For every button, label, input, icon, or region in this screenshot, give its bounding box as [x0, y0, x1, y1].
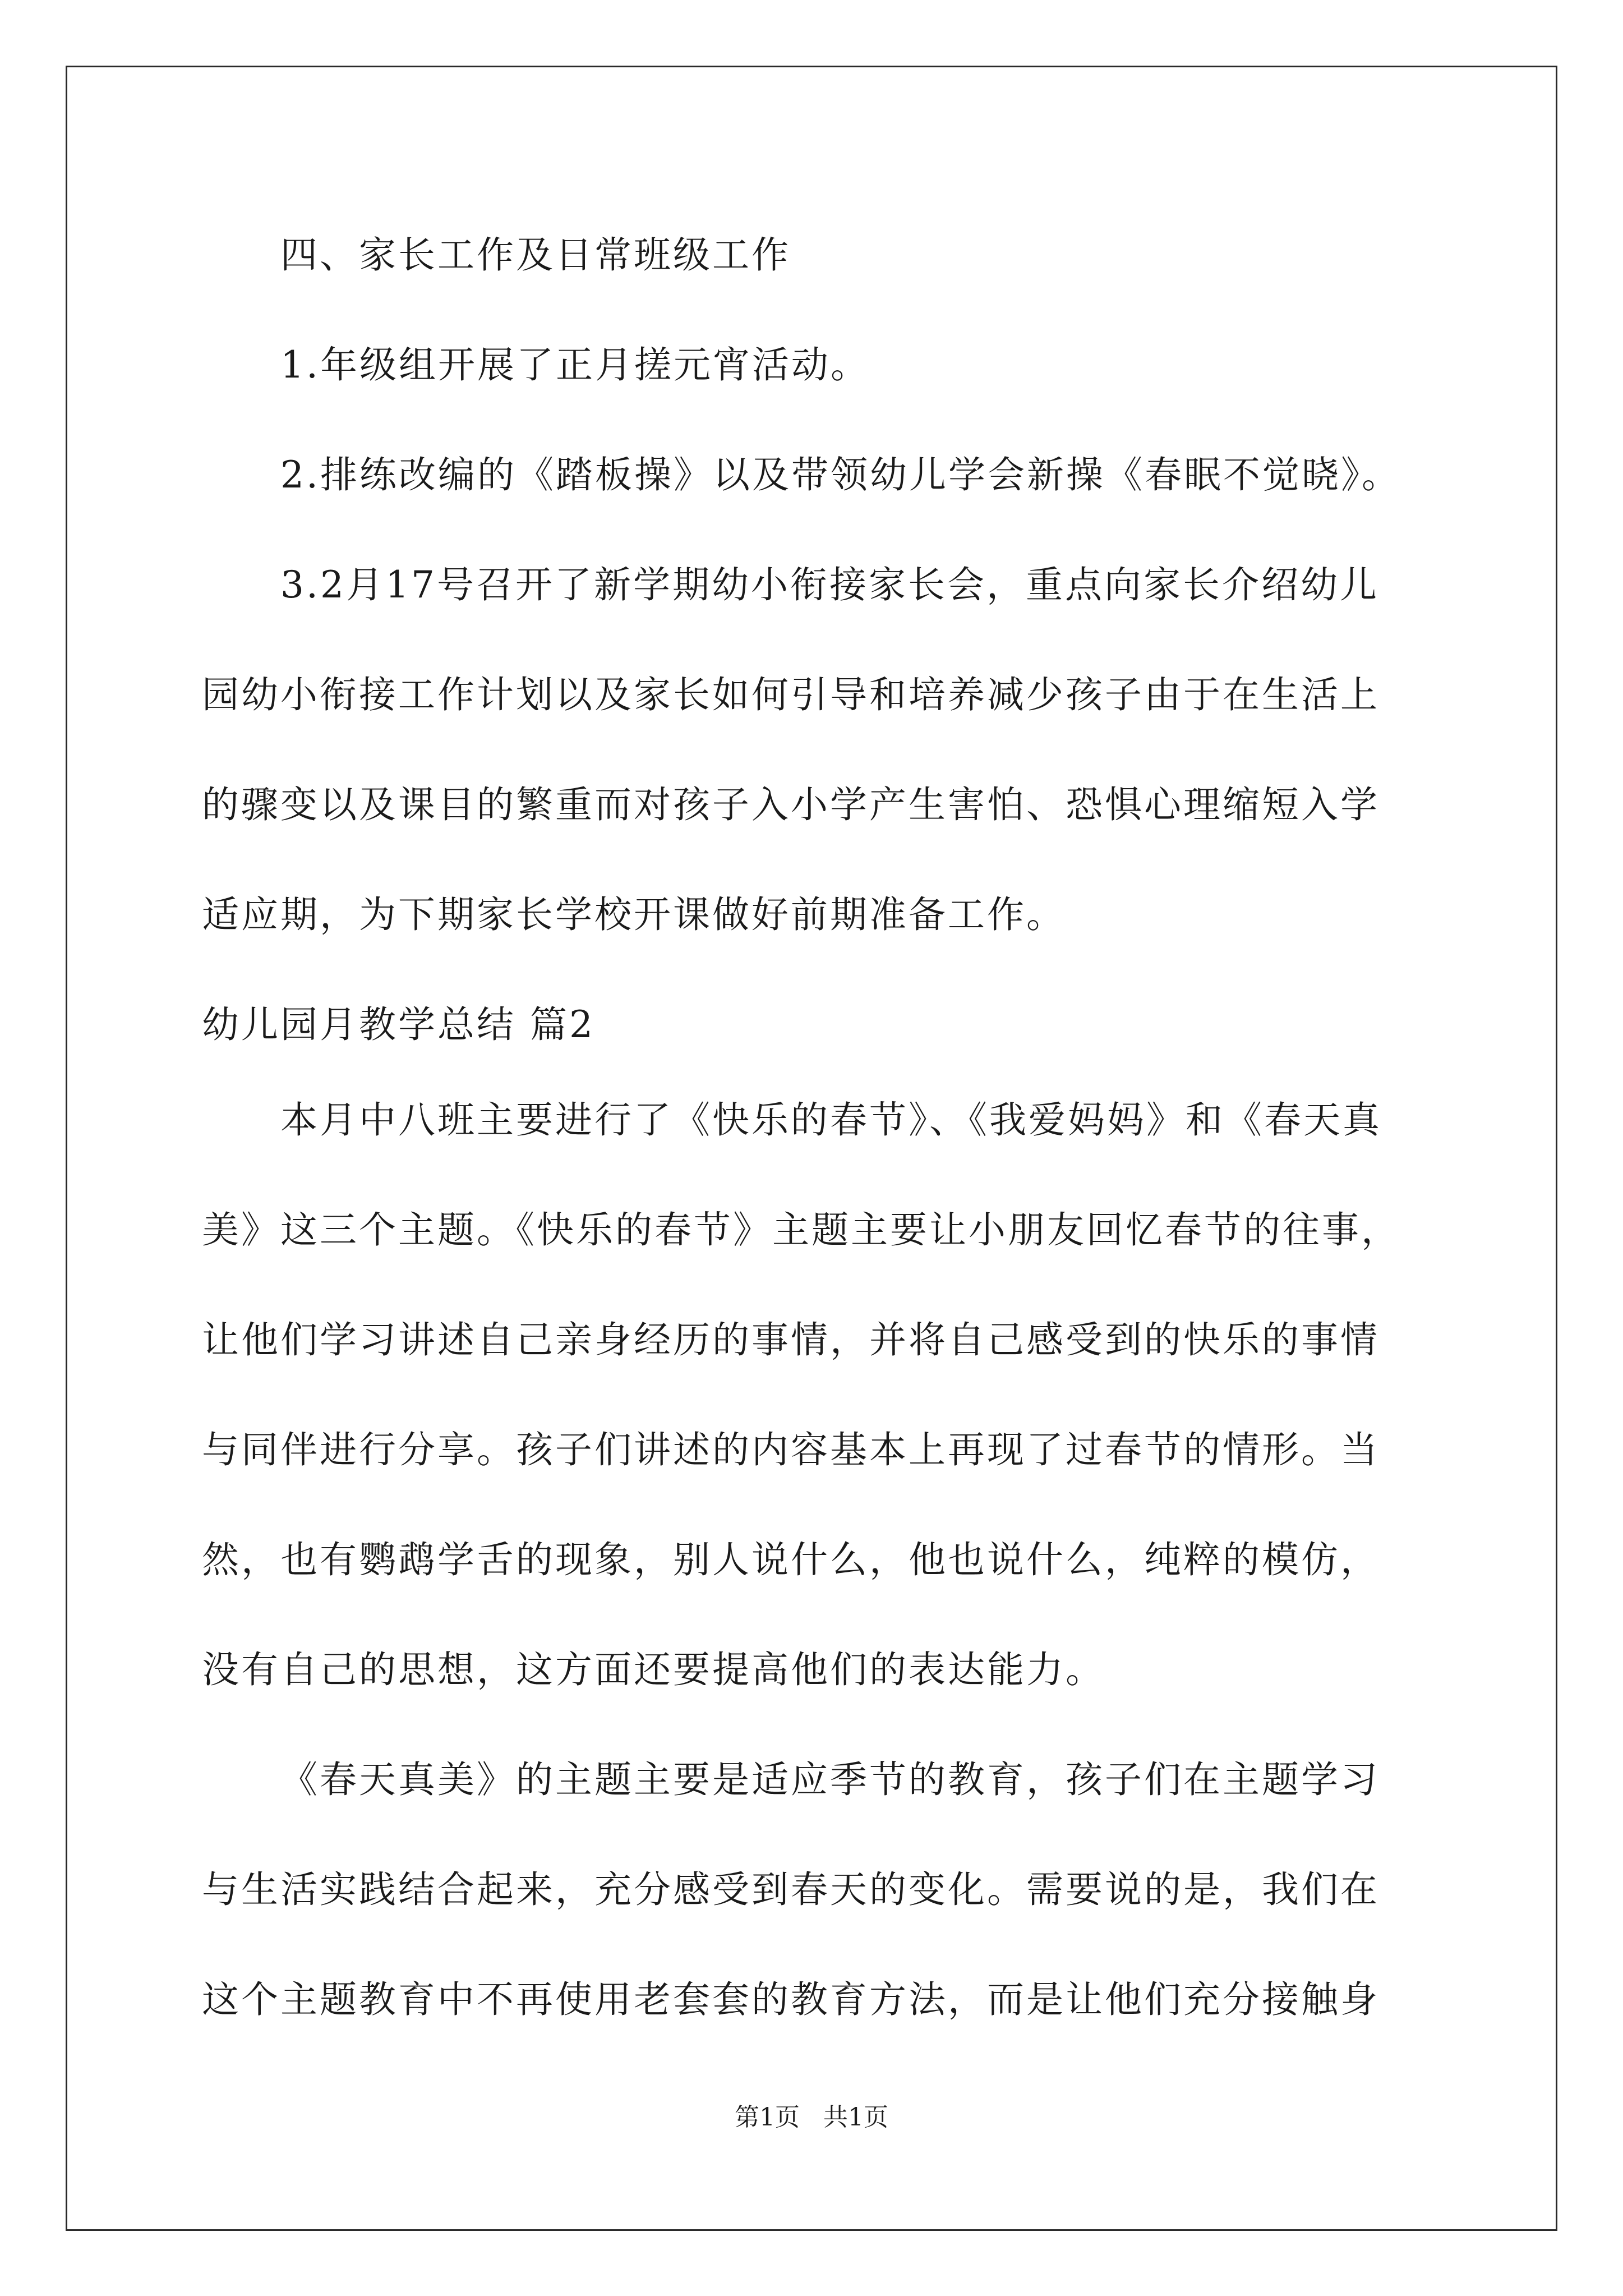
paragraph-2-line-3: 这个主题教育中不再使用老套套的教育方法，而是让他们充分接触身: [202, 1978, 1380, 2021]
list-item-1: 1.年级组开展了正月搓元宵活动。: [280, 343, 870, 386]
paragraph-1-line-4: 与同伴进行分享。孩子们讲述的内容基本上再现了过春节的情形。当: [202, 1428, 1380, 1471]
page-number: 第1页: [735, 2103, 800, 2132]
list-item-3-line-2: 园幼小衔接工作计划以及家长如何引导和培养减少孩子由于在生活上: [202, 673, 1380, 716]
paragraph-2-line-1: 《春天真美》的主题主要是适应季节的教育，孩子们在主题学习: [280, 1758, 1380, 1801]
page-total: 共1页: [823, 2103, 888, 2132]
page-footer: [0, 2097, 1623, 2133]
paragraph-2-line-2: 与生活实践结合起来，充分感受到春天的变化。需要说的是，我们在: [202, 1868, 1380, 1911]
list-item-3-line-4: 适应期，为下期家长学校开课做好前期准备工作。: [202, 893, 1066, 936]
document-body: [202, 213, 1472, 2068]
paragraph-1-line-1: 本月中八班主要进行了《快乐的春节》、《我爱妈妈》和《春天真: [280, 1098, 1382, 1142]
list-item-3-line-1: 3.2月17号召开了新学期幼小衔接家长会，重点向家长介绍幼儿: [280, 563, 1379, 606]
paragraph-1-line-3: 让他们学习讲述自己亲身经历的事情，并将自己感受到的快乐的事情: [202, 1318, 1380, 1361]
paragraph-1-line-6: 没有自己的思想，这方面还要提高他们的表达能力。: [202, 1648, 1105, 1691]
list-item-3-line-3: 的骤变以及课目的繁重而对孩子入小学产生害怕、恐惧心理缩短入学: [202, 783, 1380, 826]
paragraph-1-line-2: 美》这三个主题。《快乐的春节》主题主要让小朋友回忆春节的往事，: [202, 1208, 1400, 1251]
paragraph-1-line-5: 然，也有鹦鹉学舌的现象，别人说什么，他也说什么，纯粹的模仿，: [202, 1538, 1380, 1581]
list-item-2: 2.排练改编的《踏板操》以及带领幼儿学会新操《春眠不觉晓》。: [280, 453, 1401, 496]
section-heading-parent-work: 四、家长工作及日常班级工作: [280, 233, 791, 277]
article-title: 幼儿园月教学总结 篇2: [202, 1003, 595, 1046]
